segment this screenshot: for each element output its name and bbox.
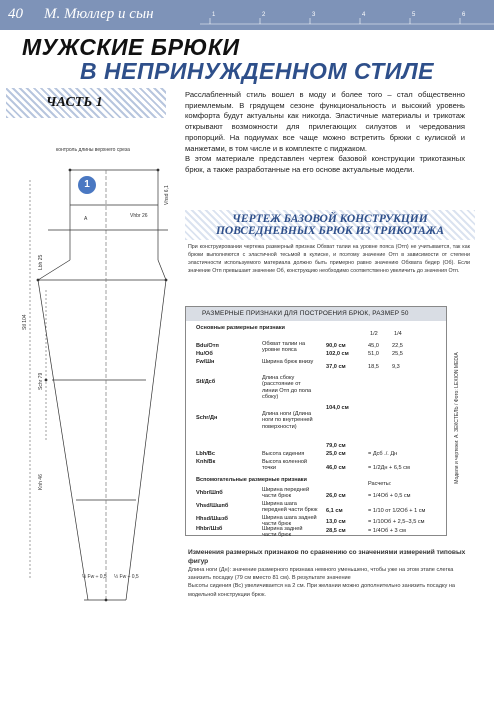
pattern-drawing bbox=[18, 140, 188, 700]
row-quarter: 25,5 bbox=[392, 351, 403, 357]
drawing-label: контроль длины верхнего среза bbox=[56, 147, 130, 153]
side-credit-text: Модели и чертежи: А. ЗЕКСТЕЛЬ / Фото: LEXION MEDIA bbox=[454, 352, 460, 484]
table-main-header: Основные размерные признаки bbox=[196, 325, 285, 331]
row-quarter: 22,5 bbox=[392, 343, 403, 349]
row-calc: = 1/10Об + 2,5–3,5 см bbox=[368, 519, 425, 525]
row-value: 79,0 см bbox=[326, 443, 346, 449]
intro-paragraph-1: Расслабленный стиль вошел в моду и более того – стал общественно приемлемым. В грядущем сезоне функциональность и высокий уровень комфорта будут актуальны как никогда. Эластичные материалы и трикотаж открывают возможности для прилегающих силуэтов и чередования пропорций. На подиумах все чаще можно встретить брюки с кулиской и манжетами, в том числе и в комплекте с пиджаком. bbox=[185, 90, 465, 153]
row-value: 25,0 см bbox=[326, 451, 346, 457]
row-code: Vhsd/Шшпб bbox=[196, 503, 229, 509]
ruler-tick-label: 5 bbox=[412, 12, 416, 18]
row-code: Lbh/Вс bbox=[196, 451, 215, 457]
row-desc: Высота коленной точки bbox=[262, 459, 308, 472]
table-title: РАЗМЕРНЫЕ ПРИЗНАКИ ДЛЯ ПОСТРОЕНИЯ БРЮК, РАЗМЕР 50 bbox=[186, 307, 446, 321]
table-col-quarter: 1/4 bbox=[394, 331, 402, 337]
table-calc-header: Расчеты: bbox=[368, 481, 392, 487]
row-code: Schr/Дн bbox=[196, 415, 218, 421]
row-calc: = 1/2Дн + 6,5 см bbox=[368, 465, 410, 471]
row-code: Vhbr/Шпб bbox=[196, 490, 223, 496]
drawing-label: A bbox=[84, 216, 88, 222]
row-value: 102,0 см bbox=[326, 351, 349, 357]
drawing-label: Vhsd 6,1 bbox=[164, 185, 170, 205]
row-desc: Ширина задней части брюк bbox=[262, 526, 303, 539]
row-code: Bdu/Отп bbox=[196, 343, 219, 349]
row-desc: Ширина брюк внизу bbox=[262, 359, 314, 365]
title-line-1: МУЖСКИЕ БРЮКИ bbox=[22, 34, 240, 60]
row-calc: = 1/4Об + 3 см bbox=[368, 528, 406, 534]
ruler-tick-label: 1 bbox=[212, 12, 216, 18]
row-desc: Ширина шага передней части брюк bbox=[262, 501, 318, 514]
row-desc: Высота сидения bbox=[262, 451, 305, 457]
table-aux-header: Вспомогательные размерные признаки bbox=[196, 477, 307, 483]
drawing-label: Schr 79 bbox=[38, 372, 44, 390]
table-col-half: 1/2 bbox=[370, 331, 378, 337]
ruler-tick-label: 6 bbox=[462, 12, 466, 18]
drawing-label: Knh 46 bbox=[38, 474, 44, 490]
row-value: 46,0 см bbox=[326, 465, 346, 471]
section-title-line-2: ПОВСЕДНЕВНЫХ БРЮК ИЗ ТРИКОТАЖА bbox=[215, 225, 445, 237]
drawing-label: ½ Fw ÷ 0,5 bbox=[82, 574, 107, 580]
ruler-tick-label: 3 bbox=[312, 12, 316, 18]
row-code: Hhbr/Шзб bbox=[196, 526, 223, 532]
row-value: 104,0 см bbox=[326, 405, 349, 411]
changes-paragraph-2: Высоты сидения (Вс) увеличивается на 2 см. При желании можно дополнительно занизить посадку на модельной конструкции брюк. bbox=[188, 583, 456, 598]
row-half: 45,0 bbox=[368, 343, 379, 349]
page-number: 40 bbox=[8, 6, 23, 22]
row-code: Hhsd/Шшзб bbox=[196, 516, 228, 522]
row-calc: = 1/10 от 1/2Об + 1 см bbox=[368, 508, 426, 514]
ruler-tick-label: 2 bbox=[262, 12, 266, 18]
row-code: Knh/Вк bbox=[196, 459, 216, 465]
row-code: Stl/Дсб bbox=[196, 379, 216, 385]
row-value: 28,5 см bbox=[326, 528, 346, 534]
changes-paragraph-1: Длина ноги (Дн): значение размерного признака немного уменьшено, чтобы уже на этом этапе слегка занизить посадку (79 см вместо 81 см). В результате значение bbox=[188, 567, 454, 582]
changes-section bbox=[188, 548, 473, 599]
pattern-number-badge: 1 bbox=[78, 176, 96, 194]
row-calc: = Дсб ./. Дн bbox=[368, 451, 398, 457]
row-half: 51,0 bbox=[368, 351, 379, 357]
intro-paragraph-2: В этом материале представлен чертеж базовой конструкции трикотажных брюк, а также разработанные на его основе актуальные модели. bbox=[185, 154, 465, 174]
row-desc: Ширина шага задней части брюк bbox=[262, 515, 317, 528]
row-code: Hu/Об bbox=[196, 351, 213, 357]
section-title bbox=[200, 213, 460, 237]
row-desc: Длина сбоку (расстояние от линии Отп до пола сбоку) bbox=[262, 375, 312, 400]
ruler-decoration bbox=[200, 0, 494, 30]
part-label: ЧАСТЬ 1 bbox=[46, 95, 103, 110]
drawing-label: Stl 104 bbox=[22, 314, 28, 330]
trouser-pattern-svg bbox=[18, 140, 188, 700]
measurements-table bbox=[185, 306, 447, 539]
row-value: 26,0 см bbox=[326, 493, 346, 499]
drawing-label: Vhbr 26 bbox=[130, 213, 148, 219]
section-title-line-1: ЧЕРТЕЖ БАЗОВОЙ КОНСТРУКЦИИ bbox=[232, 213, 428, 225]
intro-text bbox=[185, 90, 465, 176]
row-desc: Длина ноги (Длина ноги по внутренней поверхности) bbox=[262, 411, 313, 430]
row-calc: = 1/4Об + 0,5 см bbox=[368, 493, 411, 499]
drawing-label: ½ Fw ÷ 0,5 bbox=[114, 574, 139, 580]
row-value: 90,0 см bbox=[326, 343, 346, 349]
brand-name: М. Мюллер и сын bbox=[44, 6, 154, 22]
row-value: 6,1 см bbox=[326, 508, 343, 514]
row-quarter: 9,3 bbox=[392, 364, 400, 370]
row-code: Fw/Шн bbox=[196, 359, 215, 365]
side-credit bbox=[452, 300, 462, 540]
title-line-2: В НЕПРИНУЖДЕННОМ СТИЛЕ bbox=[80, 58, 434, 84]
header-bar bbox=[0, 0, 494, 30]
row-value: 13,0 см bbox=[326, 519, 346, 525]
row-half: 18,5 bbox=[368, 364, 379, 370]
row-desc: Ширина передней части брюк bbox=[262, 487, 310, 500]
row-value: 37,0 см bbox=[326, 364, 346, 370]
section-paragraph: При конструировании чертежа размерный признак Обхват талии на уровне пояса (Отп) не учитывается, так как брюки выполняются с эластичной тесьмой в кулиске, и поэтому значение Отп в зависимости от степени эластичности используемого материала должно быть примерно равно значению Обхвата бедер (Об). Если значение Отп превышает значение Об, конструкцию необходимо соответственно увеличить до значения Отп. bbox=[188, 244, 470, 275]
row-desc: Обхват талии на уровне пояса bbox=[262, 341, 306, 354]
changes-heading: Изменения размерных признаков по сравнению со значениями измерений типовых фигур bbox=[188, 549, 466, 565]
ruler-tick-label: 4 bbox=[362, 12, 366, 18]
drawing-label: Lbh 25 bbox=[38, 254, 44, 270]
